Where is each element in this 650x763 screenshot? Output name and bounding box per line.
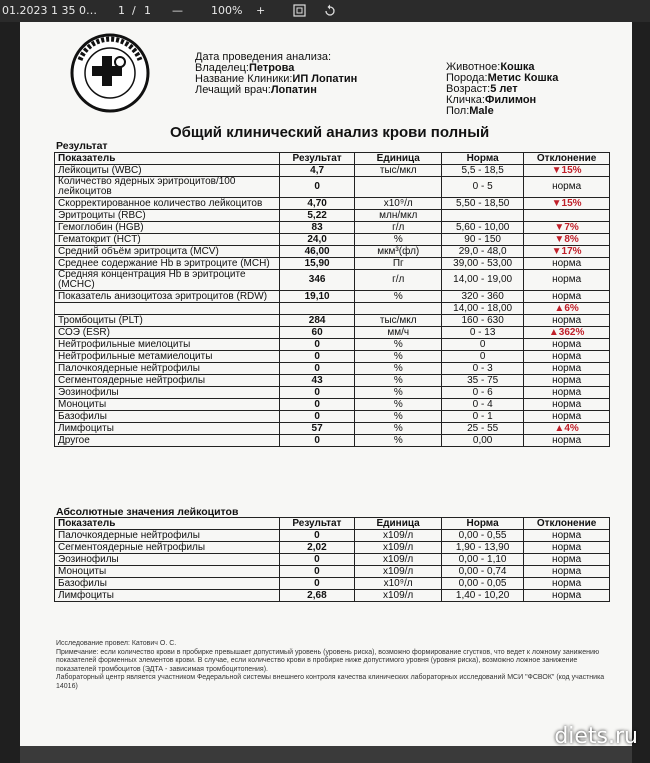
result-cell: 2,02	[279, 542, 355, 554]
header-cell: Результат	[279, 153, 355, 165]
doctor-label: Лечащий врач:	[195, 84, 271, 96]
watermark: diets.ru	[554, 724, 638, 749]
breed-label: Порода:	[446, 72, 488, 84]
owner-label: Владелец:	[195, 62, 249, 74]
indicator-cell: Эозинофилы	[55, 387, 280, 399]
unit-cell: x109/л	[355, 590, 442, 602]
indicator-cell: Тромбоциты (PLT)	[55, 315, 280, 327]
result-cell: 0	[279, 351, 355, 363]
header-cell: Норма	[441, 518, 523, 530]
unit-cell: г/л	[355, 270, 442, 291]
result-cell: 0	[279, 363, 355, 375]
result-cell: 0	[279, 411, 355, 423]
result-cell: 57	[279, 423, 355, 435]
table-row	[55, 435, 610, 447]
nick-label: Кличка:	[446, 94, 485, 106]
result-cell: 19,10	[279, 291, 355, 303]
deviation-cell: норма	[524, 530, 610, 542]
deviation-cell: ▼8%	[524, 234, 610, 246]
norm-cell: 0 - 3	[442, 363, 524, 375]
indicator-cell: Базофилы	[55, 578, 280, 590]
unit-cell: %	[355, 339, 442, 351]
unit-cell: %	[355, 234, 442, 246]
norm-cell: 1,40 - 10,20	[441, 590, 523, 602]
norm-cell: 0 - 13	[442, 327, 524, 339]
unit-cell: x109/л	[355, 554, 442, 566]
norm-cell: 14,00 - 18,00	[442, 303, 524, 315]
norm-cell: 0 - 4	[442, 399, 524, 411]
unit-cell: %	[355, 411, 442, 423]
header-cell: Показатель	[55, 153, 280, 165]
indicator-cell: Сегментоядерные нейтрофилы	[55, 375, 280, 387]
indicator-cell: Лимфоциты	[55, 423, 280, 435]
unit-cell: %	[355, 435, 442, 447]
sex-value: Male	[469, 105, 494, 117]
deviation-cell: норма	[524, 270, 610, 291]
deviation-cell: норма	[524, 177, 610, 198]
abs-label: Абсолютные значения лейкоцитов	[56, 506, 239, 518]
result-cell: 0	[279, 578, 355, 590]
table-row	[55, 246, 610, 258]
indicator-cell: Нейтрофильные миелоциты	[55, 339, 280, 351]
deviation-cell	[524, 210, 610, 222]
deviation-cell: норма	[524, 363, 610, 375]
norm-cell	[442, 210, 524, 222]
zoom-in-button[interactable]: +	[256, 4, 266, 17]
norm-cell: 0	[442, 351, 524, 363]
deviation-cell: норма	[524, 399, 610, 411]
unit-cell: млн/мкл	[355, 210, 442, 222]
indicator-cell: Лимфоциты	[55, 590, 280, 602]
zoom-level[interactable]: 100%	[211, 4, 243, 17]
table-row	[55, 258, 610, 270]
result-cell: 0	[279, 399, 355, 411]
footer-line-1: Исследование провел: Катович О. С.	[56, 640, 177, 647]
footer-line-3: Лабораторный центр является участником Федеральной системы внешнего контроля качества клинических лабораторных исследований МСИ "ФСВОК" (код участника 14016)	[56, 674, 605, 690]
unit-cell: x10⁹/л	[355, 578, 442, 590]
deviation-cell: норма	[524, 258, 610, 270]
deviation-cell: норма	[524, 435, 610, 447]
unit-cell: x109/л	[355, 566, 442, 578]
table-row	[55, 578, 610, 590]
unit-cell: %	[355, 399, 442, 411]
footer-notes	[56, 640, 616, 691]
age-label: Возраст:	[446, 83, 491, 95]
deviation-cell: норма	[524, 315, 610, 327]
unit-cell: %	[355, 291, 442, 303]
result-cell	[279, 303, 355, 315]
results-table	[54, 152, 610, 447]
header-cell: Единица	[355, 153, 442, 165]
result-cell: 2,68	[279, 590, 355, 602]
clinic-label: Название Клиники:	[195, 73, 293, 85]
norm-cell: 0	[442, 339, 524, 351]
result-label: Результат	[56, 140, 108, 152]
table-row	[55, 387, 610, 399]
unit-cell: x109/л	[355, 530, 442, 542]
indicator-cell: СОЭ (ESR)	[55, 327, 280, 339]
deviation-cell: норма	[524, 411, 610, 423]
indicator-cell: Сегментоядерные нейтрофилы	[55, 542, 280, 554]
table-row	[55, 375, 610, 387]
indicator-cell: Показатель анизоцитоза эритроцитов (RDW)	[55, 291, 280, 303]
animal-label: Животное:	[446, 61, 501, 73]
unit-cell: мм/ч	[355, 327, 442, 339]
result-cell: 0	[279, 554, 355, 566]
indicator-cell: Гематокрит (HCT)	[55, 234, 280, 246]
doctor-value: Лопатин	[270, 84, 317, 96]
norm-cell: 320 - 360	[442, 291, 524, 303]
deviation-cell: норма	[524, 351, 610, 363]
indicator-cell: Эритроциты (RBC)	[55, 210, 280, 222]
table-row	[55, 291, 610, 303]
result-cell: 83	[279, 222, 355, 234]
analysis-date: Дата проведения анализа:	[195, 51, 332, 63]
page-total: 1	[144, 4, 151, 17]
norm-cell: 5,60 - 10,00	[442, 222, 524, 234]
sex-label: Пол:	[446, 105, 470, 117]
result-cell: 60	[279, 327, 355, 339]
table-row	[55, 363, 610, 375]
filename-label: 01.2023 1 35 0…	[2, 4, 97, 17]
indicator-cell: Моноциты	[55, 399, 280, 411]
unit-cell: %	[355, 423, 442, 435]
table-row	[55, 590, 610, 602]
table-row	[55, 177, 610, 198]
result-cell: 0	[279, 566, 355, 578]
fit-page-icon[interactable]	[293, 4, 306, 20]
header-cell: Отклонение	[524, 153, 610, 165]
pdf-toolbar	[0, 0, 650, 22]
deviation-cell: норма	[524, 554, 610, 566]
unit-cell: Пг	[355, 258, 442, 270]
result-cell: 284	[279, 315, 355, 327]
table-row	[55, 210, 610, 222]
breed-value: Метис Кошка	[487, 72, 559, 84]
result-cell: 0	[279, 435, 355, 447]
page-sep: /	[132, 4, 136, 17]
table-row	[55, 270, 610, 291]
table-row	[55, 423, 610, 435]
norm-cell: 29,0 - 48,0	[442, 246, 524, 258]
deviation-cell: ▲4%	[524, 423, 610, 435]
rotate-icon[interactable]	[323, 4, 337, 21]
unit-cell: мкм³(фл)	[355, 246, 442, 258]
result-cell: 0	[279, 530, 355, 542]
header-cell: Норма	[442, 153, 524, 165]
unit-cell: %	[355, 363, 442, 375]
results-table-header	[55, 153, 610, 165]
deviation-cell: ▼15%	[524, 198, 610, 210]
clinic-value: ИП Лопатин	[292, 73, 358, 85]
deviation-cell: ▼17%	[524, 246, 610, 258]
result-cell: 0	[279, 387, 355, 399]
deviation-cell: ▼15%	[524, 165, 610, 177]
norm-cell: 25 - 55	[442, 423, 524, 435]
norm-cell: 0,00 - 0,55	[441, 530, 523, 542]
deviation-cell: норма	[524, 375, 610, 387]
result-cell: 43	[279, 375, 355, 387]
unit-cell	[355, 303, 442, 315]
result-cell: 5,22	[279, 210, 355, 222]
animal-value: Кошка	[500, 61, 535, 73]
page-current-field[interactable]: 1	[118, 4, 125, 17]
deviation-cell: норма	[524, 339, 610, 351]
header-cell: Результат	[279, 518, 355, 530]
result-cell: 15,90	[279, 258, 355, 270]
indicator-cell: Нейтрофильные метамиелоциты	[55, 351, 280, 363]
deviation-cell: норма	[524, 291, 610, 303]
norm-cell: 39,00 - 53,00	[442, 258, 524, 270]
result-cell: 346	[279, 270, 355, 291]
table-row	[55, 411, 610, 423]
table-row	[55, 327, 610, 339]
result-cell: 4,7	[279, 165, 355, 177]
norm-cell: 0 - 1	[442, 411, 524, 423]
indicator-cell	[55, 303, 280, 315]
absolute-table	[54, 517, 610, 602]
deviation-cell: ▲6%	[524, 303, 610, 315]
indicator-cell: Палочкоядерные нейтрофилы	[55, 530, 280, 542]
norm-cell: 90 - 150	[442, 234, 524, 246]
indicator-cell: Гемоглобин (HGB)	[55, 222, 280, 234]
indicator-cell: Средняя концентрация Hb в эритроците (MCHC)	[55, 270, 280, 291]
zoom-out-button[interactable]: —	[172, 4, 183, 17]
indicator-cell: Другое	[55, 435, 280, 447]
table-row	[55, 198, 610, 210]
norm-cell: 0 - 5	[442, 177, 524, 198]
norm-cell: 1,90 - 13,90	[441, 542, 523, 554]
absolute-table-header	[55, 518, 610, 530]
result-cell: 0	[279, 177, 355, 198]
doctor-line	[195, 85, 317, 97]
unit-cell: x109/л	[355, 542, 442, 554]
indicator-cell: Скорректированное количество лейкоцитов	[55, 198, 280, 210]
unit-cell: x10⁹/л	[355, 198, 442, 210]
table-row	[55, 339, 610, 351]
nick-value: Филимон	[484, 94, 537, 106]
result-cell: 24,0	[279, 234, 355, 246]
norm-cell: 5,5 - 18,5	[442, 165, 524, 177]
header-cell: Показатель	[55, 518, 280, 530]
table-row	[55, 566, 610, 578]
table-row	[55, 542, 610, 554]
left-margin	[0, 22, 20, 763]
deviation-cell: норма	[524, 590, 610, 602]
clinic-logo	[60, 30, 160, 116]
unit-cell: тыс/мкл	[355, 315, 442, 327]
indicator-cell: Среднее содержание Hb в эритроците (MCH)	[55, 258, 280, 270]
table-row	[55, 222, 610, 234]
indicator-cell: Эозинофилы	[55, 554, 280, 566]
table-row	[55, 303, 610, 315]
indicator-cell: Моноциты	[55, 566, 280, 578]
result-cell: 0	[279, 339, 355, 351]
table-row	[55, 530, 610, 542]
indicator-cell: Палочкоядерные нейтрофилы	[55, 363, 280, 375]
document-page	[20, 22, 632, 746]
deviation-cell: норма	[524, 387, 610, 399]
table-row	[55, 234, 610, 246]
deviation-cell: ▲362%	[524, 327, 610, 339]
indicator-cell: Лейкоциты (WBC)	[55, 165, 280, 177]
owner-value: Петрова	[248, 62, 295, 74]
age-value: 5 лет	[490, 83, 518, 95]
unit-cell: г/л	[355, 222, 442, 234]
deviation-cell: норма	[524, 578, 610, 590]
unit-cell: тыс/мкл	[355, 165, 442, 177]
deviation-cell: ▼7%	[524, 222, 610, 234]
table-row	[55, 351, 610, 363]
header-cell: Единица	[355, 518, 442, 530]
unit-cell: %	[355, 387, 442, 399]
table-row	[55, 315, 610, 327]
indicator-cell: Базофилы	[55, 411, 280, 423]
norm-cell: 14,00 - 19,00	[442, 270, 524, 291]
right-margin	[632, 22, 650, 763]
result-cell: 4,70	[279, 198, 355, 210]
unit-cell: %	[355, 351, 442, 363]
norm-cell: 0,00 - 0,74	[441, 566, 523, 578]
norm-cell: 160 - 630	[442, 315, 524, 327]
norm-cell: 0 - 6	[442, 387, 524, 399]
table-row	[55, 554, 610, 566]
deviation-cell: норма	[524, 542, 610, 554]
unit-cell: %	[355, 375, 442, 387]
indicator-cell: Средний объём эритроцита (MCV)	[55, 246, 280, 258]
norm-cell: 0,00 - 0,05	[441, 578, 523, 590]
norm-cell: 35 - 75	[442, 375, 524, 387]
indicator-cell: Количество ядерных эритроцитов/100 лейкоцитов	[55, 177, 280, 198]
sex-line	[446, 106, 494, 118]
footer-line-2: Примечание: если количество крови в пробирке превышает допустимый уровень (уровень риска), возможно формирование сгустков, что ведет к ложному занижению показателей форменных элементов крови. В случае, если количество крови в пробирке ниже допустимого уровня (уровня риска), возможно ложное занижение показателей тромбоцитов (ЭДТА - зависимая тромбоцитопения).	[56, 648, 600, 673]
table-row	[55, 165, 610, 177]
norm-cell: 0,00 - 1,10	[441, 554, 523, 566]
result-cell: 46,00	[279, 246, 355, 258]
header-cell: Отклонение	[524, 518, 610, 530]
norm-cell: 0,00	[442, 435, 524, 447]
table-row	[55, 399, 610, 411]
unit-cell	[355, 177, 442, 198]
norm-cell: 5,50 - 18,50	[442, 198, 524, 210]
page-title: Общий клинический анализ крови полный	[170, 124, 490, 141]
deviation-cell: норма	[524, 566, 610, 578]
